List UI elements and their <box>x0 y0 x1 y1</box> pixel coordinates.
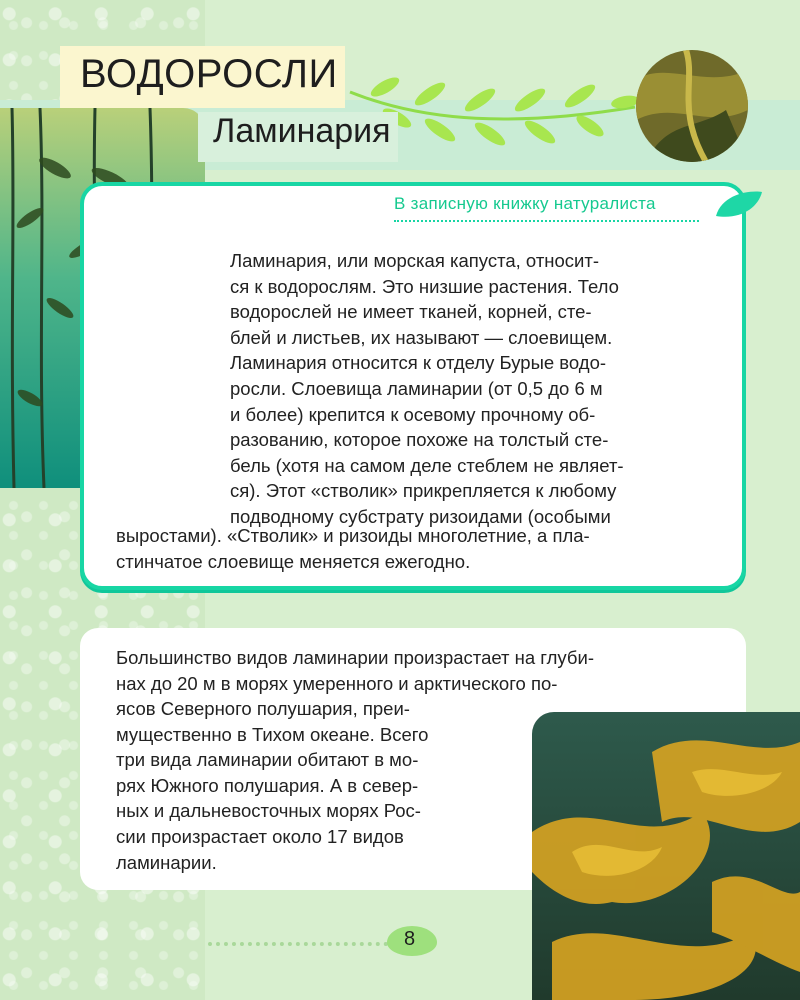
footer-dots <box>208 942 388 946</box>
info-text <box>116 645 719 696</box>
page-title: ВОДОРОСЛИ <box>80 52 338 96</box>
notebook-line: водорослей не имеет тканей, корней, сте- <box>230 301 592 323</box>
page-subtitle: Ламинария <box>213 112 391 150</box>
notebook-label-underline <box>394 220 699 222</box>
info-line: три вида ламинарии обитают в мо- <box>116 749 419 771</box>
info-line: мущественно в Тихом океане. Всего <box>116 723 429 745</box>
notebook-line: Ламинария, или морская капуста, относит- <box>230 250 600 271</box>
leaf-icon <box>714 190 764 225</box>
notebook-label: В записную книжку натуралиста <box>394 194 656 213</box>
notebook-line: и более) крепится к осевому прочному об- <box>230 403 596 425</box>
notebook-line: разованию, которое похоже на толстый сте- <box>230 429 609 451</box>
notebook-line: блей и листьев, их называют — слоевищем. <box>230 326 613 348</box>
notebook-line: ся к водорослям. Это низшие растения. Тело <box>230 275 619 297</box>
info-line: нах до 20 м в морях умеренного и арктического по- <box>116 672 558 694</box>
info-line: сии произрастает около 17 видов <box>116 825 404 847</box>
notebook-line: бель (хотя на самом деле стеблем не являет- <box>230 454 624 476</box>
info-text-narrow <box>116 696 506 875</box>
notebook-line: Ламинария относится к отделу Бурые водо- <box>230 352 607 374</box>
info-line: ясов Северного полушария, преи- <box>116 698 410 719</box>
notebook-line: ся). Этот «стволик» прикрепляется к любому <box>230 480 617 502</box>
notebook-line: выростами). «Стволик» и ризоиды многолетние, а пла- <box>116 525 590 546</box>
underwater-kelp-photo <box>532 712 800 1000</box>
page-number: 8 <box>404 928 416 950</box>
info-line: рях Южного полушария. А в север- <box>116 774 419 796</box>
info-line: ламинарии. <box>116 851 217 873</box>
info-line: ных и дальневосточных морях Рос- <box>116 800 421 822</box>
kelp-closeup-photo <box>636 50 748 162</box>
info-line: Большинство видов ламинарии произрастает на глуби- <box>116 647 594 668</box>
notebook-text <box>230 248 718 530</box>
notebook-line: росли. Слоевища ламинарии (от 0,5 до 6 м <box>230 377 603 399</box>
notebook-text-wide <box>116 523 719 574</box>
notebook-line: подводному субстрату ризоидами (особыми <box>230 505 611 527</box>
notebook-line: стинчатое слоевище меняется ежегодно. <box>116 550 471 572</box>
